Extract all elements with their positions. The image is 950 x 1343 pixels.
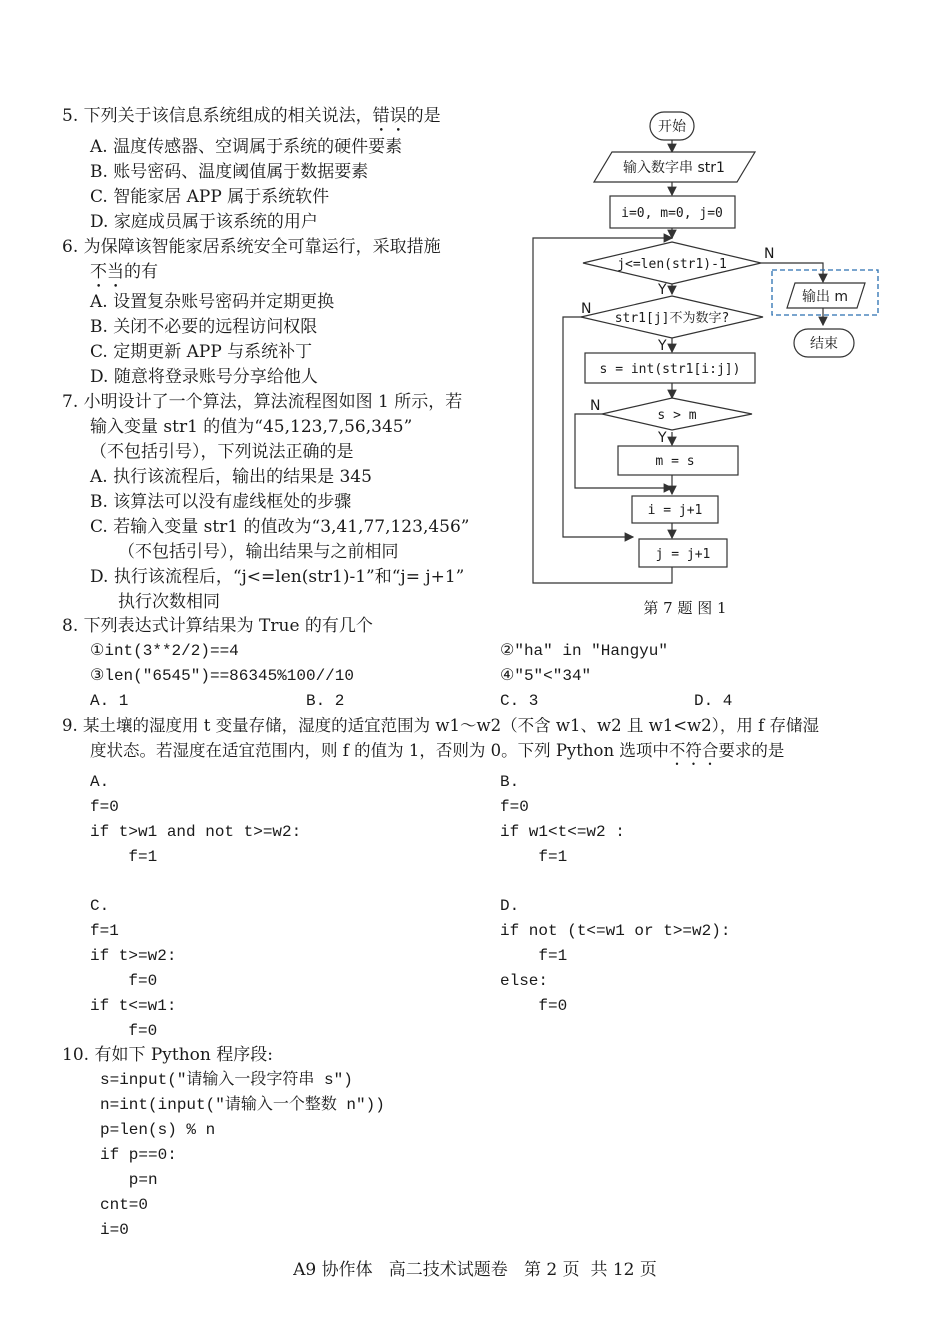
- q9-code-line: if t<=w1:: [90, 997, 177, 1015]
- svg-text:i=0, m=0, j=0: i=0, m=0, j=0: [621, 206, 723, 221]
- q5-option-a: A. 温度传感器、空调属于系统的硬件要素: [90, 137, 403, 157]
- q7-option-c: C. 若输入变量 str1 的值改为“3,41,77,123,456”: [90, 517, 470, 537]
- svg-text:m = s: m = s: [655, 454, 695, 469]
- q9-code-line: f=1: [500, 848, 568, 866]
- q9-code-line: if not (t<=w1 or t>=w2):: [500, 922, 731, 940]
- q8-item-3: ③len("6545")==86345%100//10: [90, 667, 354, 685]
- q9-code-line: f=0: [90, 972, 158, 990]
- flow-label-n3: N: [590, 398, 601, 414]
- q8-item-4: ④"5"<"34": [500, 667, 592, 685]
- q9-option-a-label: A.: [90, 773, 110, 791]
- svg-text:开始: 开始: [658, 119, 686, 135]
- flow-label-y2: Y: [658, 338, 667, 354]
- q7-option-c-cont: （不包括引号），输出结果与之前相同: [118, 542, 399, 562]
- flowchart-caption: 第 7 题 图 1: [643, 599, 727, 617]
- q10-code-line: n=int(input("请输入一个整数 n")): [100, 1096, 385, 1114]
- q8-option-b: B. 2: [306, 692, 345, 710]
- flow-label-n1: N: [764, 246, 775, 262]
- q9-option-c-label: C.: [90, 897, 110, 915]
- q8-stem: 8. 下列表达式计算结果为 True 的有几个: [62, 616, 373, 636]
- q5-stem: 5. 下列关于该信息系统组成的相关说法，错误的是: [62, 106, 441, 126]
- q7-option-b: B. 该算法可以没有虚线框处的步骤: [90, 492, 352, 512]
- svg-text:s = int(str1[i:j]): s = int(str1[i:j]): [599, 362, 741, 377]
- flow-label-n2: N: [581, 301, 592, 317]
- q9-code-line: f=0: [90, 1022, 158, 1040]
- q9-option-d-label: D.: [500, 897, 520, 915]
- q9-code-line: f=1: [90, 922, 119, 940]
- q8-option-a: A. 1: [90, 692, 129, 710]
- q5-option-c: C. 智能家居 APP 属于系统软件: [90, 187, 330, 207]
- q9-code-line: f=1: [90, 848, 158, 866]
- q10-code-line: s=input("请输入一段字符串 s"): [100, 1071, 353, 1089]
- q9-code-line: else:: [500, 972, 549, 990]
- q7-option-d: D. 执行该流程后，“j<=len(str1)-1”和“j= j+1”: [90, 567, 465, 587]
- q10-code-line: if p==0:: [100, 1146, 177, 1164]
- q9-code-line: f=0: [500, 997, 568, 1015]
- q9-code-line: f=1: [500, 947, 568, 965]
- q6-option-c: C. 定期更新 APP 与系统补丁: [90, 342, 313, 362]
- q9-code-line: if w1<t<=w2 :: [500, 823, 625, 841]
- q6-option-b: B. 关闭不必要的远程访问权限: [90, 317, 318, 337]
- q8-option-d: D. 4: [694, 692, 733, 710]
- q5-option-d: D. 家庭成员属于该系统的用户: [90, 212, 318, 232]
- page-footer: A9 协作体 高二技术试题卷 第 2 页 共 12 页: [293, 1260, 657, 1280]
- q6-stem-line1: 6. 为保障该智能家居系统安全可靠运行，采取措施: [62, 237, 441, 257]
- q7-line: 7. 小明设计了一个算法，算法流程图如图 1 所示，若: [62, 392, 463, 412]
- q9-option-b-label: B.: [500, 773, 520, 791]
- q6-option-a: A. 设置复杂账号密码并定期更换: [90, 292, 335, 312]
- svg-text:输出 m: 输出 m: [801, 289, 849, 305]
- q9-code-line: f=0: [500, 798, 529, 816]
- q7-line: 输入变量 str1 的值为“45,123,7,56,345”: [90, 417, 413, 437]
- svg-text:j = j+1: j = j+1: [655, 547, 711, 562]
- q9-stem-line2: 度状态。若湿度在适宜范围内，则 f 的值为 1，否则为 0。下列 Python 选项中不符合要求的是: [90, 741, 785, 760]
- svg-text:s > m: s > m: [657, 408, 697, 423]
- q10-code-line: p=len(s) % n: [100, 1121, 216, 1139]
- flow-label-y3: Y: [658, 430, 667, 446]
- q7-option-a: A. 执行该流程后，输出的结果是 345: [90, 467, 372, 487]
- q8-item-2: ②"ha" in "Hangyu": [500, 642, 668, 660]
- algorithm-flowchart: [525, 100, 895, 617]
- q10-code-line: p=n: [100, 1171, 158, 1189]
- q9-code-line: f=0: [90, 798, 119, 816]
- flow-label-y1: Y: [658, 282, 667, 298]
- q5-option-b: B. 账号密码、温度阈值属于数据要素: [90, 162, 369, 182]
- q8-option-c: C. 3: [500, 692, 539, 710]
- q9-code-line: if t>w1 and not t>=w2:: [90, 823, 302, 841]
- q9-stem-line1: 9. 某土壤的湿度用 t 变量存储，湿度的适宜范围为 w1～w2（不含 w1、w2 且 w1<w2），用 f 存储湿: [62, 716, 819, 735]
- q7-option-d-cont: 执行次数相同: [118, 592, 220, 612]
- q10-code-line: i=0: [100, 1221, 129, 1239]
- svg-text:输入数字串 str1: 输入数字串 str1: [623, 160, 725, 176]
- q6-stem-line2: 不当的有: [90, 262, 158, 282]
- q6-option-d: D. 随意将登录账号分享给他人: [90, 367, 318, 387]
- q9-code-line: if t>=w2:: [90, 947, 177, 965]
- svg-text:i = j+1: i = j+1: [647, 503, 703, 518]
- q7-line: （不包括引号），下列说法正确的是: [90, 442, 354, 462]
- q10-stem: 10. 有如下 Python 程序段:: [62, 1045, 273, 1065]
- q10-code-line: cnt=0: [100, 1196, 149, 1214]
- svg-text:j<=len(str1)-1: j<=len(str1)-1: [617, 257, 727, 272]
- svg-text:str1[j]不为数字?: str1[j]不为数字?: [614, 311, 730, 326]
- svg-text:结束: 结束: [810, 336, 838, 352]
- q8-item-1: ①int(3**2/2)==4: [90, 642, 239, 660]
